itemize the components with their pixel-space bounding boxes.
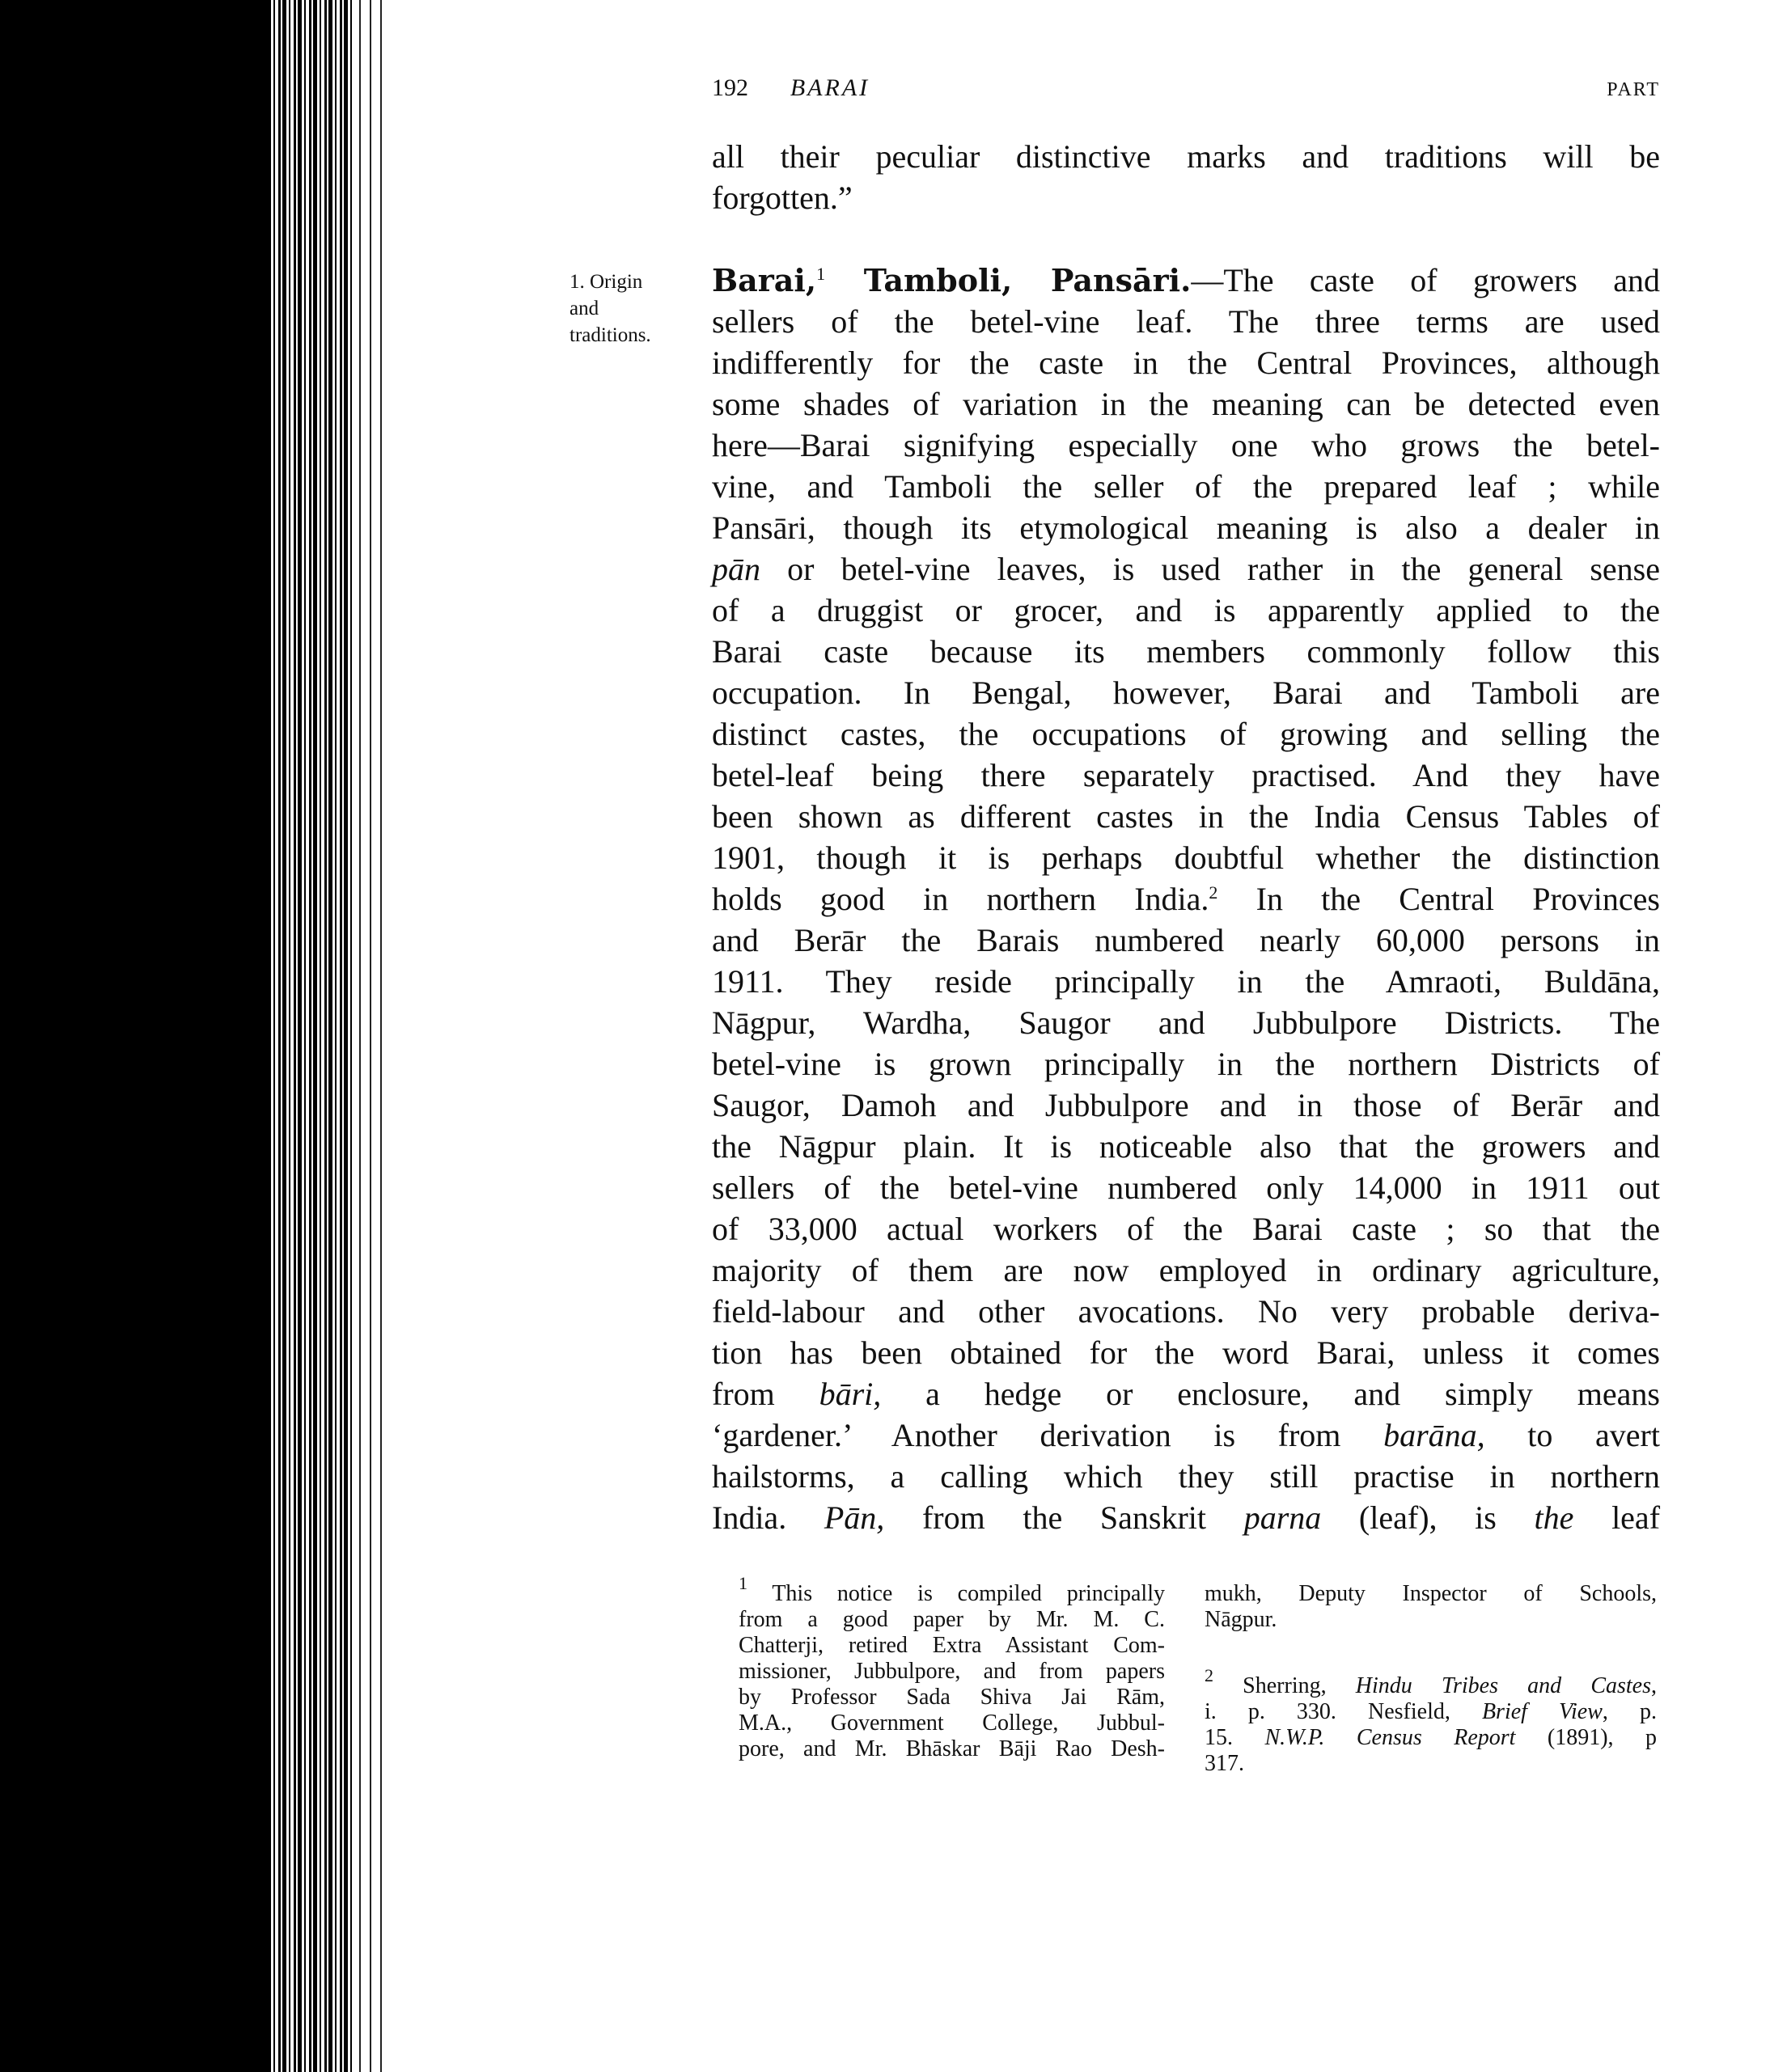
text-run: leaf — [1573, 1499, 1661, 1536]
text-run: Sherring, — [1213, 1673, 1356, 1698]
text-run: , — [1651, 1673, 1657, 1698]
text-line — [712, 590, 1660, 631]
text-line — [1205, 1725, 1657, 1751]
text-run: field-labour and other avocations. No very probable deriva- — [712, 1293, 1660, 1330]
text-run: 15. — [1205, 1725, 1265, 1750]
footnote-1 — [739, 1573, 1165, 1762]
text-run: Nāgpur, Wardha, Saugor and Jubbulpore Districts. The — [712, 1004, 1660, 1041]
part-label: PART — [1607, 79, 1660, 100]
italic-text: N.W.P. Census Report — [1264, 1725, 1516, 1750]
text-run: Nāgpur. — [1205, 1607, 1277, 1632]
text-line — [712, 1085, 1660, 1126]
text-line — [712, 136, 1660, 177]
text-line — [712, 1002, 1660, 1043]
text-run: mukh, Deputy Inspector of Schools, — [1205, 1581, 1657, 1606]
text-run: Saugor, Damoh and Jubbulpore and in those of Berār and — [712, 1087, 1660, 1123]
text-line — [712, 466, 1660, 507]
text-run: occupation. In Bengal, however, Barai and Tamboli are — [712, 674, 1660, 711]
text-line — [712, 920, 1660, 961]
text-run: (1891), p — [1515, 1725, 1657, 1750]
bold-heading-text: Barai, — [712, 262, 817, 298]
text-run: and Berār the Barais numbered nearly 60,000 persons in — [712, 922, 1660, 958]
text-run: 317. — [1205, 1751, 1244, 1776]
text-run: or betel-vine leaves, is used rather in the general sense — [760, 551, 1660, 587]
text-run: , p. — [1602, 1699, 1657, 1724]
text-run: pore, and Mr. Bhāskar Bāji Rao Desh- — [739, 1736, 1165, 1761]
text-line — [712, 961, 1660, 1002]
text-line — [712, 177, 1660, 218]
footnote-marker: 2 — [1209, 882, 1218, 903]
text-line — [1205, 1607, 1657, 1633]
body-text — [712, 136, 1660, 1538]
text-line — [712, 1208, 1660, 1250]
text-run: from the Sanskrit — [884, 1499, 1244, 1536]
margin-note-line: 1. Origin — [570, 271, 643, 293]
text-line — [739, 1685, 1165, 1710]
text-line — [712, 1414, 1660, 1456]
text-line — [1205, 1665, 1657, 1699]
text-run: Barai caste because its members commonly follow this — [712, 633, 1660, 670]
text-line — [712, 548, 1660, 590]
text-run: sellers of the betel-vine leaf. The three terms are used — [712, 303, 1660, 340]
text-run: betel-vine is grown principally in the northern Districts of — [712, 1046, 1660, 1082]
text-run: Chatterji, retired Extra Assistant Com- — [739, 1633, 1165, 1658]
text-run: the Nāgpur plain. It is noticeable also that the growers and — [712, 1128, 1660, 1165]
text-run: of 33,000 actual workers of the Barai caste ; so that the — [712, 1211, 1660, 1247]
text-run: holds good in northern India. — [712, 881, 1209, 917]
italic-text: Hindu Tribes and Castes — [1355, 1673, 1651, 1698]
text-line — [739, 1659, 1165, 1685]
text-line — [712, 1291, 1660, 1332]
text-run: betel-leaf being there separately practised. And they have — [712, 757, 1660, 793]
text-run: from a good paper by Mr. M. C. — [739, 1607, 1165, 1632]
text-line — [1205, 1751, 1657, 1777]
margin-note-line: and — [570, 298, 599, 319]
bold-heading-text: Tamboli, Pansāri. — [825, 262, 1192, 298]
footnote-gap — [1205, 1633, 1657, 1673]
book-spine-scan-edge — [0, 0, 267, 2072]
text-line — [712, 755, 1660, 796]
text-run: forgotten.” — [712, 180, 853, 216]
text-line — [712, 301, 1660, 342]
text-line — [739, 1736, 1165, 1762]
running-title: BARAI — [790, 74, 870, 101]
text-line — [712, 796, 1660, 837]
text-run: tion has been obtained for the word Barai, unless it comes — [712, 1334, 1660, 1371]
text-line — [712, 383, 1660, 425]
page-number: 192 — [712, 74, 748, 101]
text-run: M.A., Government College, Jubbul- — [739, 1710, 1165, 1736]
page-edge-stripes — [267, 0, 387, 2072]
text-line — [712, 425, 1660, 466]
text-line — [712, 218, 1660, 260]
text-run: by Professor Sada Shiva Jai Rām, — [739, 1685, 1165, 1710]
text-line — [739, 1710, 1165, 1736]
text-run: 1911. They reside principally in the Amraoti, Buldāna, — [712, 963, 1660, 1000]
footnote-column-2 — [1205, 1581, 1657, 1777]
text-run: (leaf), is — [1321, 1499, 1535, 1536]
text-line — [712, 1332, 1660, 1373]
text-run: hailstorms, a calling which they still practise in northern — [712, 1458, 1660, 1495]
margin-note-line: traditions. — [570, 324, 651, 346]
text-run: distinct castes, the occupations of growing and selling the — [712, 716, 1660, 752]
text-run: —The caste of growers and — [1191, 262, 1660, 298]
text-run: majority of them are now employed in ordinary agriculture, — [712, 1252, 1660, 1288]
text-line — [712, 1250, 1660, 1291]
text-run: vine, and Tamboli the seller of the prepared leaf ; while — [712, 468, 1660, 505]
text-run: India. — [712, 1499, 824, 1536]
text-run: ‘gardener.’ Another derivation is from — [712, 1417, 1384, 1453]
text-run: missioner, Jubbulpore, and from papers — [739, 1659, 1165, 1684]
italic-text: Brief View — [1481, 1699, 1603, 1724]
text-line — [712, 1167, 1660, 1208]
text-line — [712, 1043, 1660, 1085]
text-run: 1901, though it is perhaps doubtful whether the distinction — [712, 839, 1660, 876]
text-run: In the Central Provinces — [1217, 881, 1660, 917]
text-line — [739, 1607, 1165, 1633]
italic-text: bāri, — [819, 1376, 882, 1412]
margin-note — [570, 269, 651, 349]
text-run: to avert — [1484, 1417, 1660, 1453]
text-line — [712, 1497, 1660, 1538]
italic-text: barāna, — [1383, 1417, 1485, 1453]
text-line — [739, 1573, 1165, 1607]
footnote-marker: 1 — [739, 1573, 747, 1593]
text-run: indifferently for the caste in the Central Provinces, although — [712, 345, 1660, 381]
text-run: i. p. 330. Nesfield, — [1205, 1699, 1482, 1724]
text-line — [712, 260, 1660, 301]
text-run: here—Barai signifying especially one who grows the betel- — [712, 427, 1660, 463]
text-run: Pansāri, though its etymological meaning is also a dealer in — [712, 510, 1660, 546]
text-run: sellers of the betel-vine numbered only 14,000 in 1911 out — [712, 1169, 1660, 1206]
text-line — [712, 1126, 1660, 1167]
text-line — [712, 672, 1660, 713]
text-line — [712, 713, 1660, 755]
text-line — [739, 1633, 1165, 1659]
text-run: of a druggist or grocer, and is apparently applied to the — [712, 592, 1660, 628]
footnote-marker: 1 — [816, 264, 826, 284]
footnote-marker: 2 — [1205, 1665, 1213, 1685]
text-line — [712, 1373, 1660, 1414]
text-run: a hedge or enclosure, and simply means — [881, 1376, 1660, 1412]
text-line — [712, 507, 1660, 548]
text-line — [1205, 1699, 1657, 1725]
text-run: been shown as different castes in the India Census Tables of — [712, 798, 1660, 835]
text-line — [712, 837, 1660, 878]
text-line — [712, 342, 1660, 383]
text-run: from — [712, 1376, 819, 1412]
text-line — [712, 631, 1660, 672]
text-line — [712, 1456, 1660, 1497]
italic-text: parna — [1243, 1499, 1322, 1536]
italic-text: pān — [712, 551, 760, 587]
text-run: some shades of variation in the meaning can be detected even — [712, 386, 1660, 422]
italic-text: the — [1534, 1499, 1574, 1536]
italic-text: Pān, — [824, 1499, 885, 1536]
text-run: This notice is compiled principally — [747, 1581, 1165, 1606]
text-line — [712, 878, 1660, 920]
text-line — [1205, 1581, 1657, 1607]
text-run: all their peculiar distinctive marks and traditions will be — [712, 138, 1660, 175]
